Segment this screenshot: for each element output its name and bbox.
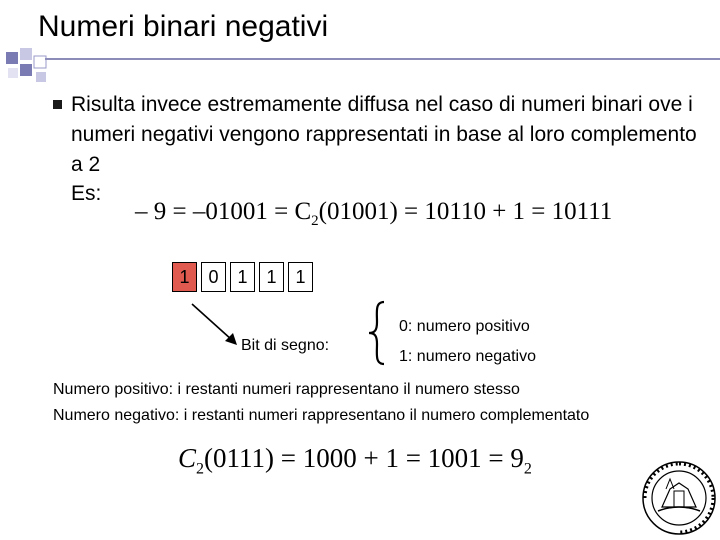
square-bullet-icon: [53, 100, 62, 109]
sign-bit-label: Bit di segno:: [241, 337, 330, 354]
curly-brace-icon: [364, 300, 392, 366]
equation-example: [178, 443, 532, 478]
example-label: Es:: [71, 182, 102, 205]
equation-2-end-subscript: 2: [523, 460, 532, 478]
equation-complement: [135, 198, 612, 230]
equation-1-subscript: 2: [311, 213, 319, 229]
bit-box: 0: [201, 262, 226, 292]
note-negative: Numero negativo: i restanti numeri rappresentano il numero complementato: [53, 407, 590, 424]
equation-2-body: (0111) = 1000 + 1 = 1001 = 9: [204, 443, 524, 473]
bit-box: 1: [259, 262, 284, 292]
positive-meaning: 0: numero positivo: [399, 318, 530, 335]
decorative-squares: [0, 46, 64, 86]
bit-box: 1: [230, 262, 255, 292]
bit-row: [172, 262, 313, 292]
header-rule: [45, 58, 720, 60]
arrow-icon: [190, 300, 240, 350]
equation-2-c: C: [178, 443, 197, 473]
negative-meaning: 1: numero negativo: [399, 348, 536, 365]
body-paragraph: Risulta invece estremamente diffusa nel caso di numeri binari ove i numeri negativi vengono rappresentati in base al loro complemento a 2: [71, 93, 697, 176]
equation-2-subscript: 2: [196, 460, 205, 478]
university-seal-icon: [640, 459, 718, 537]
bit-box: 1: [288, 262, 313, 292]
equation-1-lhs: – 9 = –01001 = C: [135, 198, 312, 225]
sign-bit-box: 1: [172, 262, 197, 292]
note-positive: Numero positivo: i restanti numeri rappresentano il numero stesso: [53, 381, 520, 398]
slide-title: Numeri binari negativi: [38, 10, 329, 43]
equation-1-rhs: (01001) = 10110 + 1 = 10111: [318, 198, 613, 225]
